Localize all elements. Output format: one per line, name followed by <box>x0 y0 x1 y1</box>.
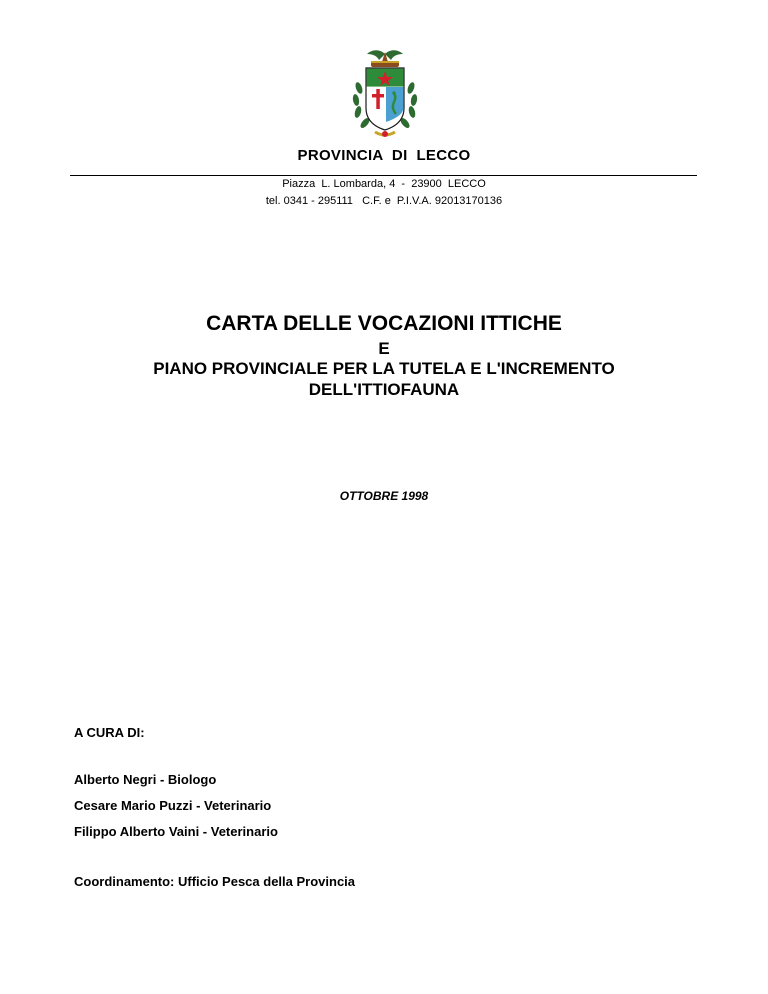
contact-line: tel. 0341 - 295111 C.F. e P.I.V.A. 92013170136 <box>265 195 503 207</box>
header-divider <box>70 175 697 176</box>
document-title: CARTA DELLE VOCAZIONI ITTICHE <box>206 312 562 335</box>
subtitle-line-1: PIANO PROVINCIALE PER LA TUTELA E L'INCREMENTO <box>153 359 615 378</box>
crown-icon <box>367 50 403 67</box>
coat-of-arms-icon <box>345 48 425 140</box>
title-conjunction: E <box>378 339 390 358</box>
author-line: Filippo Alberto Vaini - Veterinario <box>74 824 278 839</box>
coordination-line: Coordinamento: Ufficio Pesca della Provincia <box>74 874 356 889</box>
author-line: Alberto Negri - Biologo <box>74 772 217 787</box>
document-date: OTTOBRE 1998 <box>339 489 429 503</box>
address-line: Piazza L. Lombarda, 4 - 23900 LECCO <box>282 178 486 190</box>
author-line: Cesare Mario Puzzi - Veterinario <box>74 798 272 813</box>
shield-icon <box>366 68 404 130</box>
subtitle-line-2: DELL'ITTIOFAUNA <box>308 380 460 399</box>
organization-name: PROVINCIA DI LECCO <box>297 147 471 164</box>
credits-heading: A CURA DI: <box>74 725 145 740</box>
